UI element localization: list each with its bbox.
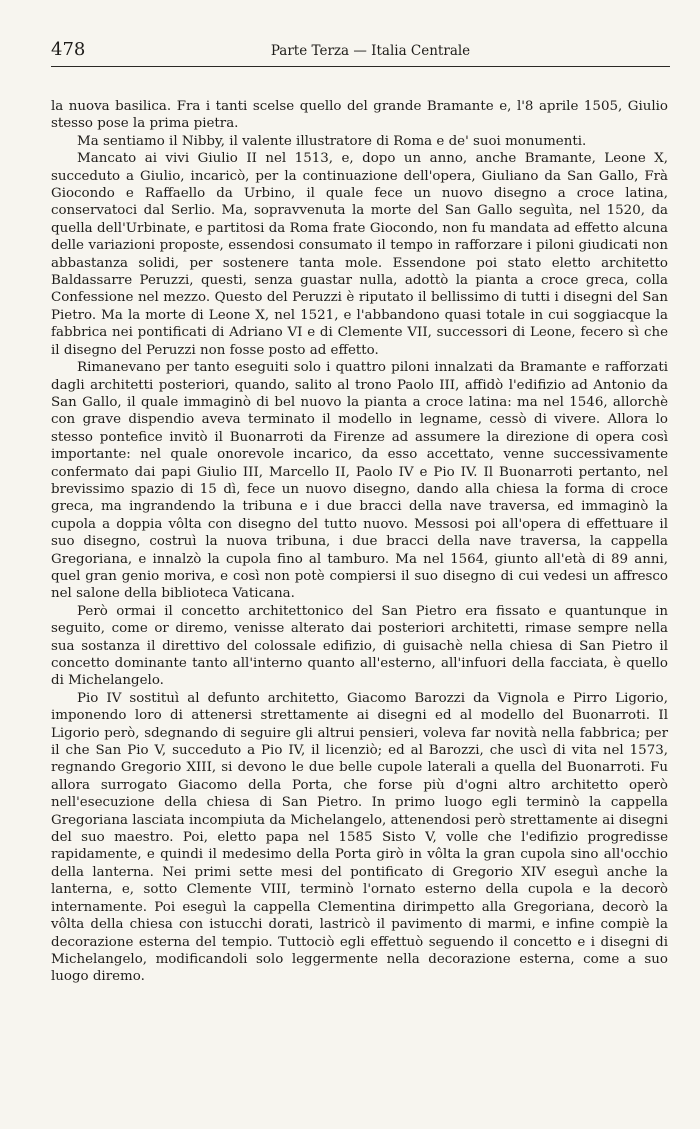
page-number: 478	[51, 39, 86, 60]
running-header	[51, 40, 670, 67]
running-title: Parte Terza — Italia Centrale	[270, 43, 471, 59]
paragraph-continuation: la nuova basilica. Fra i tanti scelse quello del grande Bramante e, l'8 aprile 1505, Giulio stesso pose la prima pietra.	[51, 99, 668, 132]
paragraph: Però ormai il concetto architettonico del San Pietro era fissato e quantunque in seguito, come or diremo, venisse alterato dai posteriori architetti, rimase sempre nella sua sostanza il direttivo del colossale edifizio, di guisachè nella chiesa di San Pietro il concetto dominante tanto all'interno quanto all'esterno, all'infuori della facciata, è quello di Michelangelo.	[51, 603, 668, 689]
paragraph: Rimanevano per tanto eseguiti solo i quattro piloni innalzati da Bramante e rafforzati dagli architetti posteriori, quando, salito al trono Paolo III, affidò l'edifizio ad Antonio da San Gallo, il quale immaginò di bel nuovo la pianta a croce latina: ma nel 1546, allorchè con grave dispendio aveva terminato il modello in legname, cessò di vivere. Allora lo stesso pontefice invitò il Buonarroti da Firenze ad assumere la direzione di opera così importante: nel quale onorevole incarico, da esso accettato, venne successivamente confermato dai papi Giulio III, Marcello II, Paolo IV e Pio IV. Il Buonarroti pertanto, nel brevissimo spazio di 15 dì, fece un nuovo disegno, dando alla chiesa la forma di croce greca, ma ingrandendo la tribuna e i due bracci della nave traversa, ed immaginò la cupola a doppia vôlta con disegno del tutto nuovo. Messosi poi all'opera di effettuare il suo disegno, costruì la nuova tribuna, i due bracci della nave traversa, la cappella Gregoriana, e innalzò la cupola fino al tamburo. Ma nel 1564, giunto all'età di 89 anni, quel gran genio moriva, e così non potè compiersi il suo disegno di cui vedesi un affresco nel salone della biblioteca Vaticana.	[51, 360, 668, 602]
paragraph: Mancato ai vivi Giulio II nel 1513, e, dopo un anno, anche Bramante, Leone X, succeduto a Giulio, incaricò, per la continuazione dell'opera, Giuliano da San Gallo, Frà Giocondo e Raffaello da Urbino, il quale fece un nuovo disegno a croce latina, conservatoci dal Serlio. Ma, sopravvenuta la morte del San Gallo seguìta, nel 1520, da quella dell'Urbinate, e partitosi da Roma frate Giocondo, non fu mandata ad effetto alcuna delle variazioni proposte, essendosi consumato il tempo in rafforzare i piloni giudicati non abbastanza solidi, per sostenere tanta mole. Essendone poi stato eletto architetto Baldassarre Peruzzi, questi, senza guastar nulla, adottò la pianta a croce greca, colla Confessione nel mezzo. Questo del Peruzzi è riputato il bellissimo di tutti i disegni del San Pietro. Ma la morte di Leone X, nel 1521, e l'abbandono quasi totale in cui soggiacque la fabbrica nei pontificati di Adriano VI e di Clemente VII, successori di Leone, fecero sì che il disegno del Peruzzi non fosse posto ad effetto.	[51, 151, 668, 358]
body-text	[51, 98, 668, 986]
paragraph: Pio IV sostituì al defunto architetto, Giacomo Barozzi da Vignola e Pirro Ligorio, imponendo loro di attenersi strettamente ai disegni ed al modello del Buonarroti. Il Ligorio però, sdegnando di seguire gli altrui pensieri, voleva far novità nella fabbrica; per il che San Pio V, succeduto a Pio IV, il licenziò; ed al Barozzi, che uscì di vita nel 1573, regnando Gregorio XIII, si devono le due belle cupole laterali a quella del Buonarroti. Fu allora surrogato Giacomo della Porta, che forse più d'ogni altro architetto operò nell'esecuzione della chiesa di San Pietro. In primo luogo egli terminò la cappella Gregoriana lasciata incompiuta da Michelangelo, attenendosi però strettamente ai disegni del suo maestro. Poi, eletto papa nel 1585 Sisto V, volle che l'edifizio progredisse rapidamente, e quindi il medesimo della Porta girò in vôlta la gran cupola sino all'occhio della lanterna. Nei primi sette mesi del pontificato di Gregorio XIV eseguì anche la lanterna, e, sotto Clemente VIII, terminò l'ornato esterno della cupola e la decorò internamente. Poi eseguì la cappella Clementina dirimpetto alla Gregoriana, decorò la vôlta della chiesa con istucchi dorati, lastricò il pavimento di marmi, e infine compiè la decorazione esterna del tempio. Tuttociò egli effettuò seguendo il concetto e i disegni di Michelangelo, modificandoli solo leggermente nella decorazione esterna, come a suo luogo diremo.	[51, 690, 668, 985]
paragraph: Ma sentiamo il Nibby, il valente illustratore di Roma e de' suoi monumenti.	[77, 133, 587, 149]
